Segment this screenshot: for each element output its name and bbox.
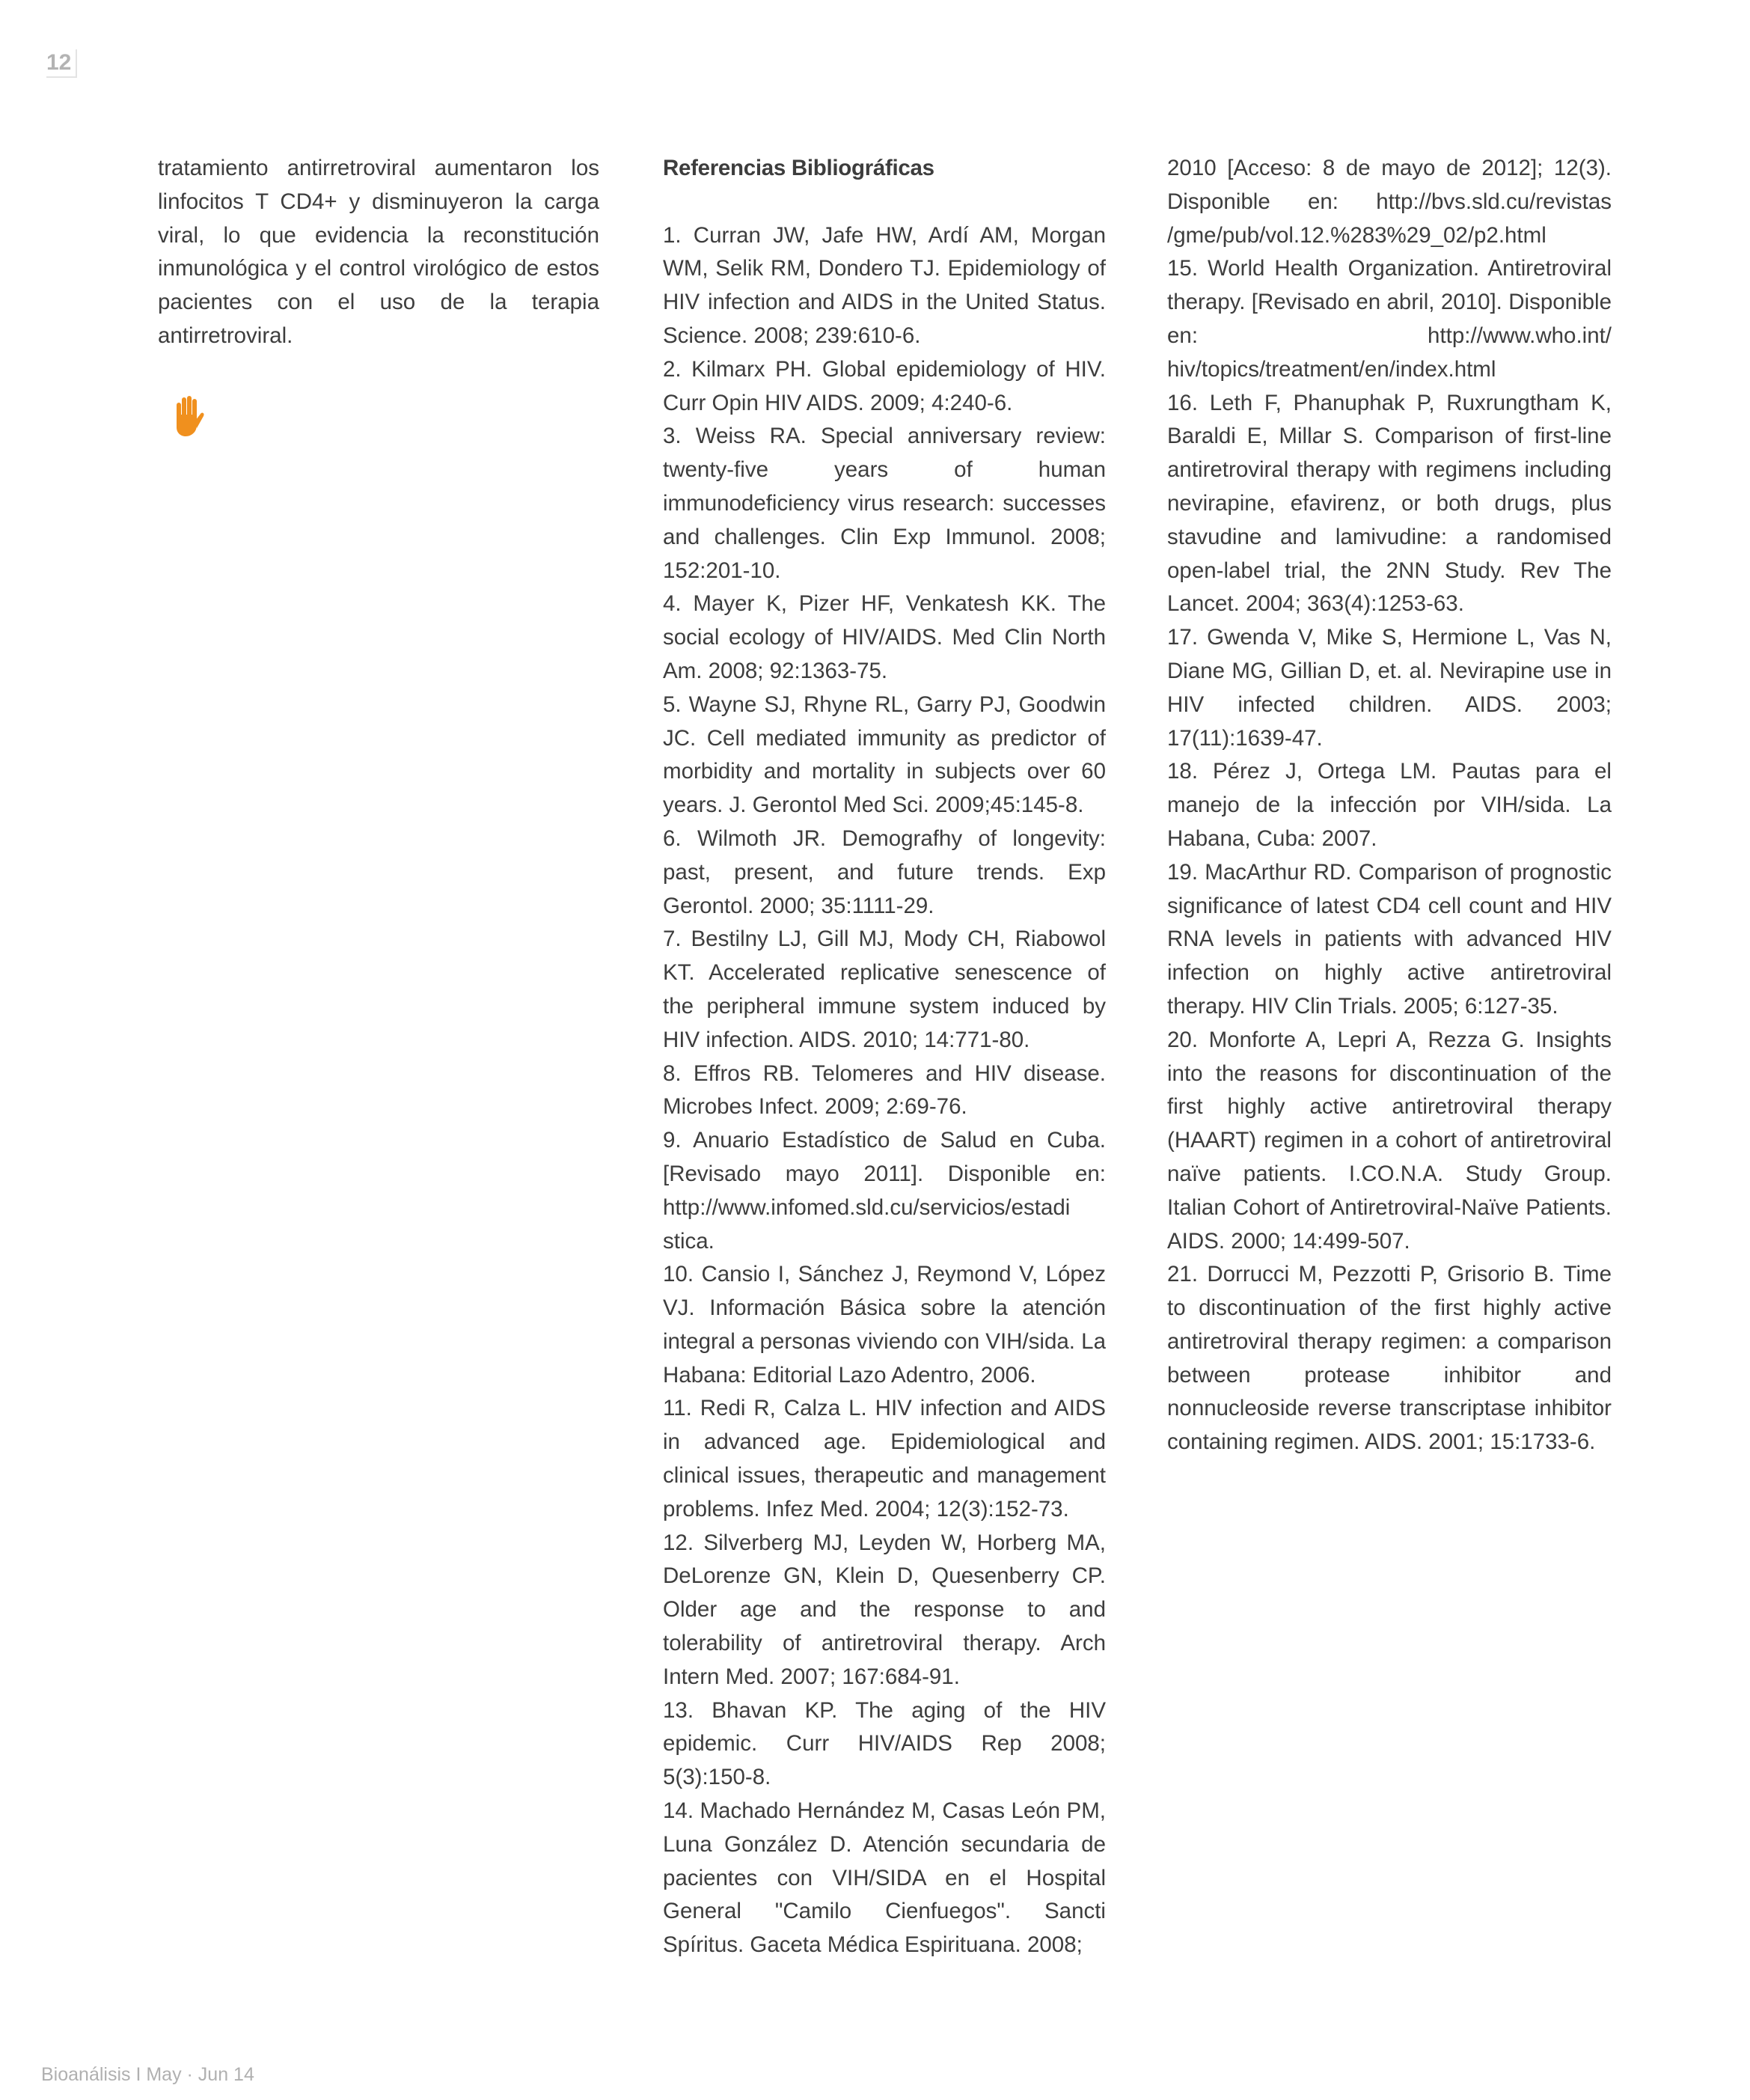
reference-item: 12. Silverberg MJ, Leyden W, Horberg MA, DeLorenze GN, Klein D, Quesenberry CP. Older age and the response to and tolerability of antiretroviral therapy. Arch Intern Med. 2007; 167:684-91.	[663, 1530, 1106, 1689]
reference-item: 20. Monforte A, Lepri A, Rezza G. Insights into the reasons for discontinuation of the first highly active antiretroviral therapy (HAART) regimen in a cohort of antiretroviral naïve patients. I.CO.N.A. Study Group. Italian Cohort of Antiretroviral-Naïve Patients. AIDS. 2000; 14:499-507.	[1167, 1027, 1612, 1254]
references-heading: Referencias Bibliográficas	[663, 156, 934, 180]
reference-item: 2010 [Acceso: 8 de mayo de 2012]; 12(3). Disponible en: http://bvs.sld.cu/revistas /gme/pub/vol.12.%283%29_02/p2.html	[1167, 156, 1612, 248]
body-paragraph: tratamiento antirretroviral aumentaron los linfocitos T CD4+ y disminuyeron la carga viral, lo que evidencia la reconstitución inmunológica y el control virológico de estos pacientes con el uso de la terapia antirretroviral.	[158, 156, 599, 348]
body-text-column	[158, 152, 599, 353]
reference-item: 14. Machado Hernández M, Casas León PM, Luna González D. Atención secundaria de pacientes con VIH/SIDA en el Hospital General "Camilo Cienfuegos". Sancti Spíritus. Gaceta Médica Espirituana. 2008;	[663, 1798, 1106, 1958]
reference-item: 17. Gwenda V, Mike S, Hermione L, Vas N, Diane MG, Gillian D, et. al. Nevirapine use in HIV infected children. AIDS. 2003; 17(11):1639-47.	[1167, 625, 1612, 751]
reference-item: 15. World Health Organization. Antiretroviral therapy. [Revisado en abril, 2010]. Disponible en: http://www.who.int/ hiv/topics/treatment/en/index.html	[1167, 256, 1612, 382]
reference-item: 9. Anuario Estadístico de Salud en Cuba. [Revisado mayo 2011]. Disponible en: http://www.infomed.sld.cu/servicios/estadi stica.	[663, 1128, 1106, 1254]
reference-item: 8. Effros RB. Telomeres and HIV disease. Microbes Infect. 2009; 2:69-76.	[663, 1060, 1106, 1120]
reference-item: 7. Bestilny LJ, Gill MJ, Mody CH, Riabowol KT. Accelerated replicative senescence of the peripheral immune system induced by HIV infection. AIDS. 2010; 14:771-80.	[663, 927, 1106, 1052]
footer-publication: Bioanálisis I May · Jun 14	[41, 2064, 254, 2085]
reference-item: 6. Wilmoth JR. Demografhy of longevity: past, present, and future trends. Exp Gerontol. 2000; 35:1111-29.	[663, 825, 1106, 918]
reference-item: 10. Cansio I, Sánchez J, Reymond V, López VJ. Información Básica sobre la atención integral a personas viviendo con VIH/sida. La Habana: Editorial Lazo Adentro, 2006.	[663, 1262, 1106, 1388]
reference-item: 21. Dorrucci M, Pezzotti P, Grisorio B. Time to discontinuation of the first highly active antiretroviral therapy regimen: a comparison between protease inhibitor and nonnucleoside reverse transcriptase inhibitor containing regimen. AIDS. 2001; 15:1733-6.	[1167, 1262, 1612, 1455]
references-column-2	[1167, 152, 1612, 1459]
references-column-1	[663, 152, 1106, 1962]
reference-item: 18. Pérez J, Ortega LM. Pautas para el manejo de la infección por VIH/sida. La Habana, Cuba: 2007.	[1167, 759, 1612, 851]
reference-item: 4. Mayer K, Pizer HF, Venkatesh KK. The social ecology of HIV/AIDS. Med Clin North Am. 2008; 92:1363-75.	[663, 591, 1106, 683]
reference-item: 11. Redi R, Calza L. HIV infection and AIDS in advanced age. Epidemiological and clinical issues, therapeutic and management problems. Infez Med. 2004; 12(3):152-73.	[663, 1396, 1106, 1521]
reference-item: 1. Curran JW, Jafe HW, Ardí AM, Morgan WM, Selik RM, Dondero TJ. Epidemiology of HIV infection and AIDS in the United Status. Science. 2008; 239:610-6.	[663, 222, 1106, 348]
reference-item: 2. Kilmarx PH. Global epidemiology of HIV. Curr Opin HIV AIDS. 2009; 4:240-6.	[663, 356, 1106, 415]
raised-hand-icon	[171, 395, 205, 437]
reference-item: 19. MacArthur RD. Comparison of prognostic significance of latest CD4 cell count and HIV RNA levels in patients with advanced HIV infection on highly active antiretroviral therapy. HIV Clin Trials. 2005; 6:127-35.	[1167, 859, 1612, 1019]
reference-item: 3. Weiss RA. Special anniversary review: twenty-five years of human immunodeficiency virus research: successes and challenges. Clin Exp Immunol. 2008; 152:201-10.	[663, 424, 1106, 583]
page-number: 12	[46, 49, 77, 78]
reference-item: 5. Wayne SJ, Rhyne RL, Garry PJ, Goodwin JC. Cell mediated immunity as predictor of morbidity and mortality in subjects over 60 years. J. Gerontol Med Sci. 2009;45:145-8.	[663, 692, 1106, 818]
reference-item: 16. Leth F, Phanuphak P, Ruxrungtham K, Baraldi E, Millar S. Comparison of first-line antiretroviral therapy with regimens including nevirapine, efavirenz, or both drugs, plus stavudine and lamivudine: a randomised open-label trial, the 2NN Study. Rev The Lancet. 2004; 363(4):1253-63.	[1167, 390, 1612, 617]
reference-item: 13. Bhavan KP. The aging of the HIV epidemic. Curr HIV/AIDS Rep 2008; 5(3):150-8.	[663, 1697, 1106, 1790]
